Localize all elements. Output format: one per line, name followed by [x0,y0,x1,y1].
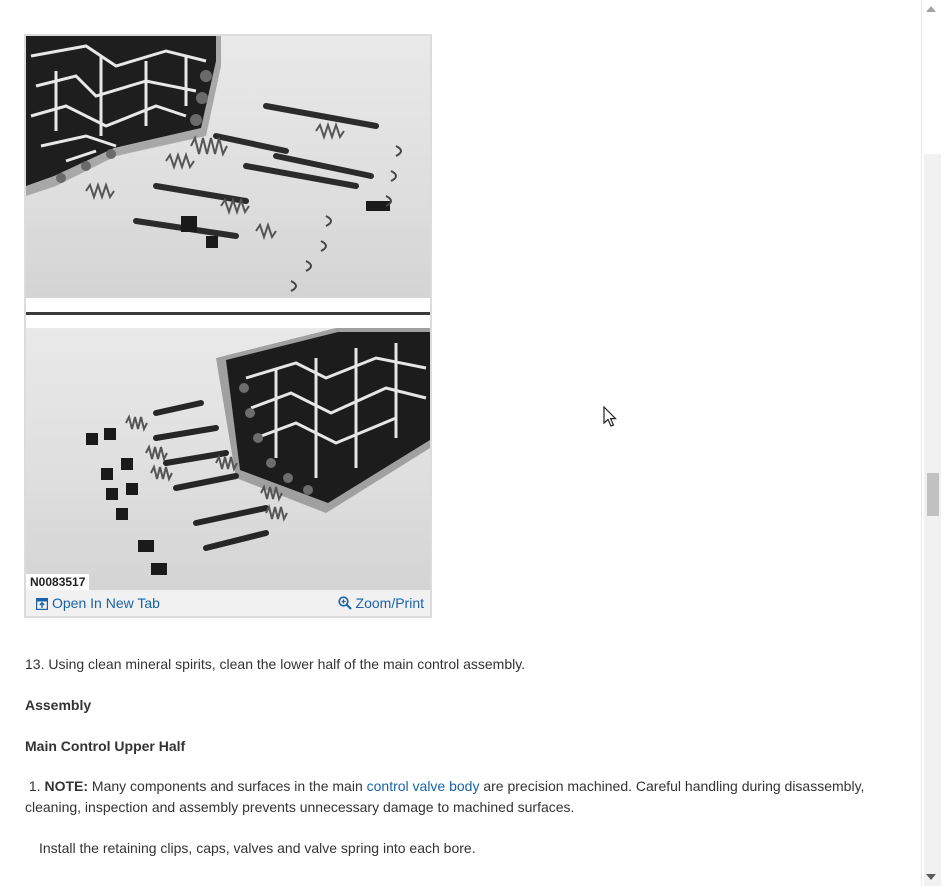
figure-panel [24,34,432,618]
open-new-tab-icon [36,598,48,610]
scroll-down-arrow-icon[interactable] [926,874,936,880]
note-label: NOTE: [44,778,89,794]
step-1-note [25,776,885,818]
magnifier-zoom-icon [338,596,352,610]
open-in-new-tab-link[interactable] [36,590,160,616]
vertical-scrollbar[interactable] [921,0,947,886]
open-in-new-tab-label: Open In New Tab [52,595,160,611]
figure-id-label: N0083517 [26,574,89,590]
step-13-text: 13. Using clean mineral spirits, clean the lower half of the main control assembly. [25,656,526,672]
figure-divider-top [26,298,430,312]
scroll-thumb[interactable] [927,473,939,516]
figure-image-bottom [26,328,430,590]
install-instruction-text: Install the retaining clips, caps, valves and valve spring into each bore. [39,840,476,856]
figure-footer [26,590,430,616]
figure-divider-bottom [26,315,430,328]
mouse-pointer-icon [603,406,617,428]
main-control-upper-half-heading: Main Control Upper Half [25,738,186,754]
step-1-text-b: are precision machined. Careful handling during disassembly, cleaning, inspection and assembly prevents unnecessary damage to machined surfaces. [25,778,865,815]
control-valve-body-link[interactable]: control valve body [366,778,480,794]
assembly-heading: Assembly [25,697,92,713]
step-1-number: 1. [28,778,41,794]
zoom-print-link[interactable] [338,590,424,616]
scroll-up-arrow-icon[interactable] [926,6,936,12]
zoom-print-label: Zoom/Print [355,595,424,611]
step-1-text-a: Many components and surfaces in the main [88,778,367,794]
figure-image-top [26,36,430,298]
scroll-track[interactable] [924,154,941,886]
